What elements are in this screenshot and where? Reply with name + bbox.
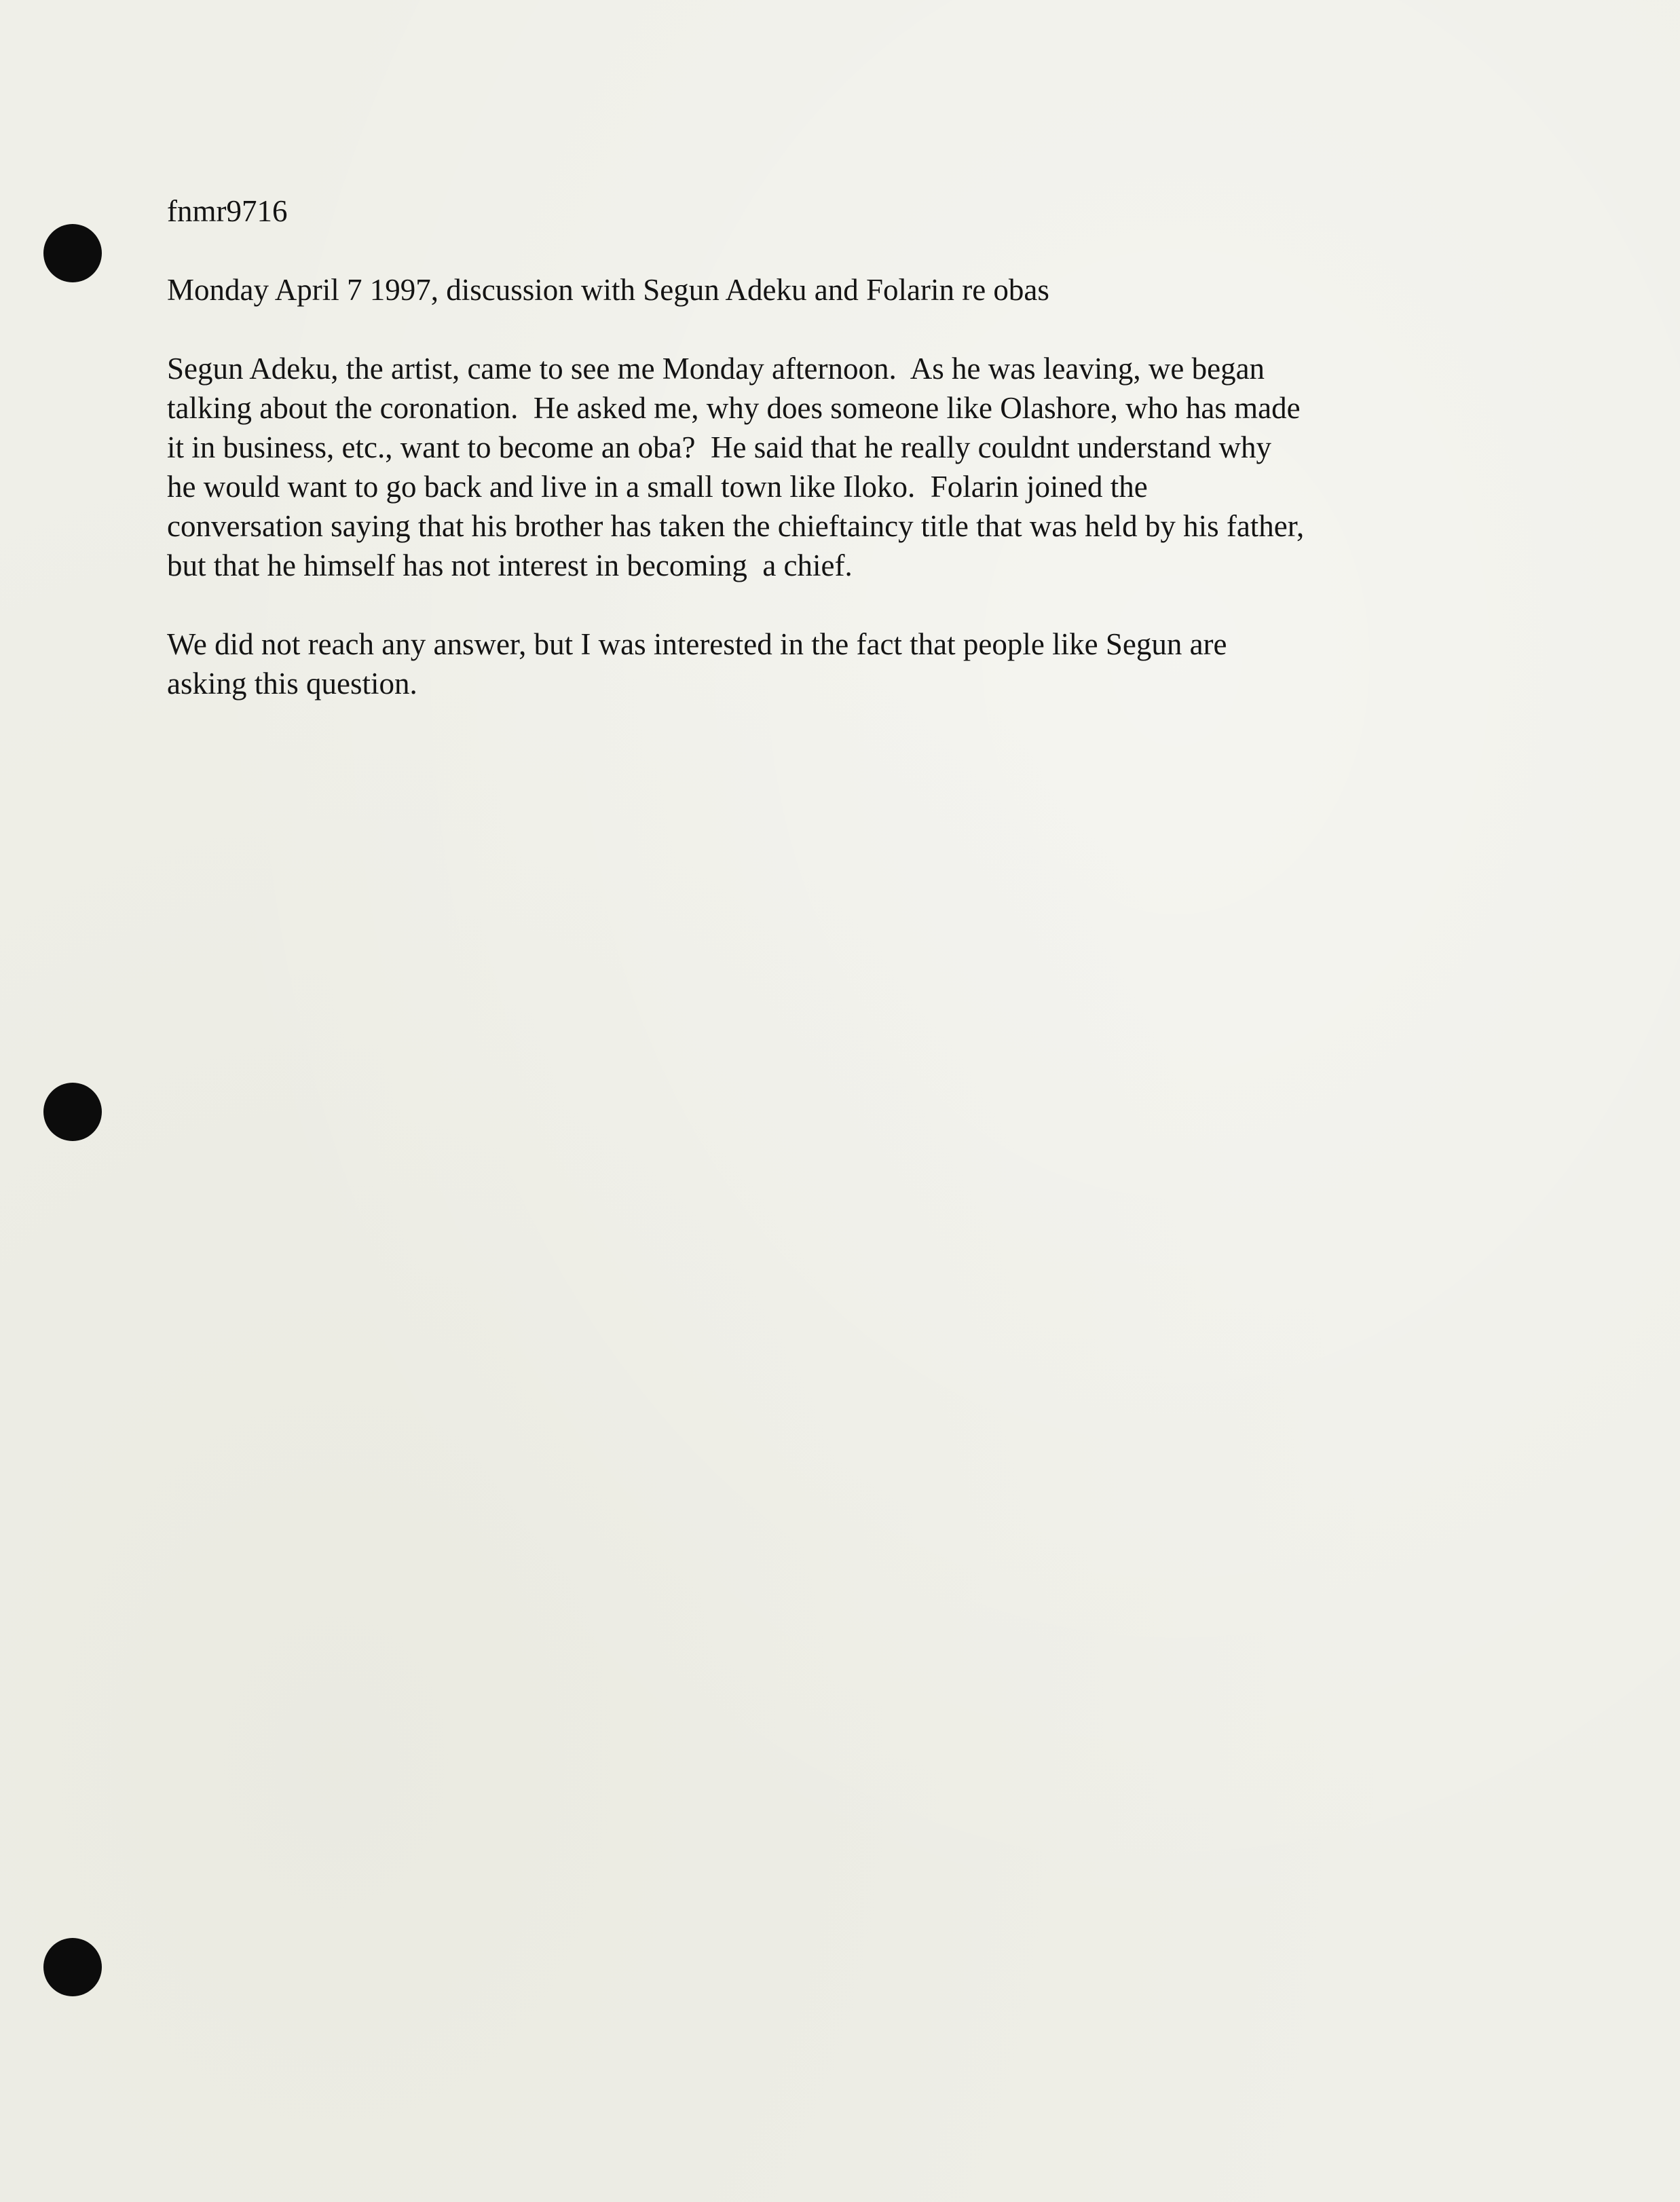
punch-hole — [43, 1083, 102, 1141]
punch-hole — [43, 1938, 102, 1996]
paragraph — [167, 349, 1477, 585]
text-line: talking about the coronation. He asked me, why does someone like Olashore, who has made — [167, 391, 1301, 425]
text-line: he would want to go back and live in a small town like Iloko. Folarin joined the — [167, 470, 1148, 504]
document-id: fnmr9716 — [167, 194, 288, 228]
text-line: Segun Adeku, the artist, came to see me Monday afternoon. As he was leaving, we began — [167, 352, 1265, 386]
document-body — [167, 191, 1477, 743]
text-line: asking this question. — [167, 667, 417, 701]
text-line: We did not reach any answer, but I was interested in the fact that people like Segun are — [167, 627, 1227, 661]
punch-hole — [43, 224, 102, 282]
document-title: Monday April 7 1997, discussion with Segun Adeku and Folarin re obas — [167, 273, 1049, 307]
text-line: it in business, etc., want to become an oba? He said that he really couldnt understand why — [167, 430, 1272, 464]
paragraph — [167, 624, 1477, 703]
text-line: conversation saying that his brother has taken the chieftaincy title that was held by his father, — [167, 509, 1305, 543]
text-line: but that he himself has not interest in becoming a chief. — [167, 548, 853, 582]
